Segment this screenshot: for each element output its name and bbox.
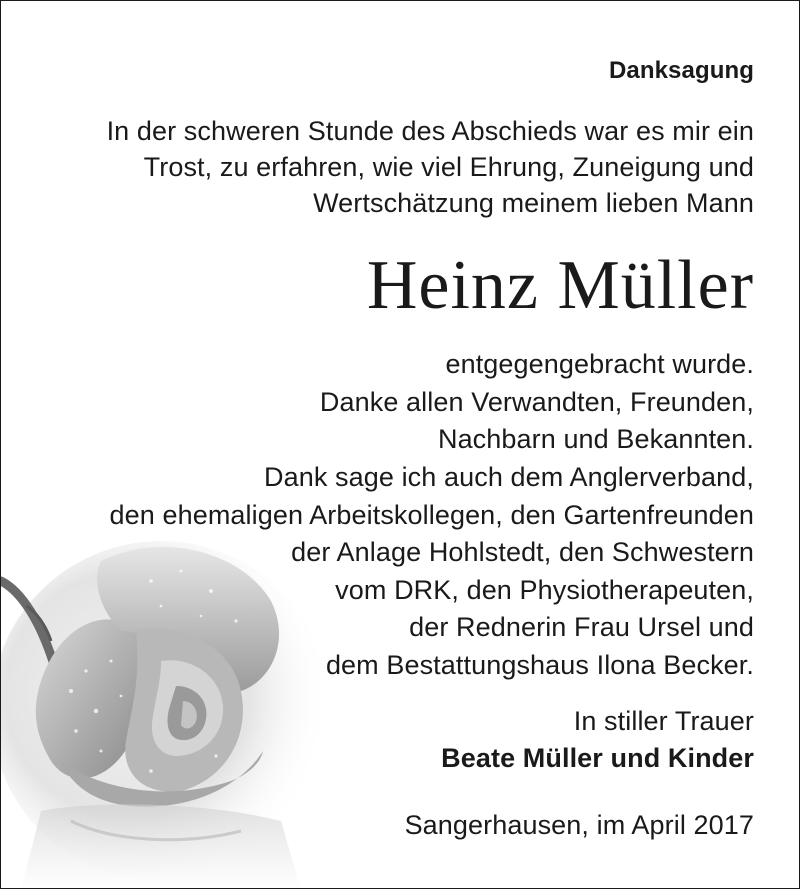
thanks-line: Dank sage ich auch dem Anglerverband, (263, 462, 754, 492)
deceased-name: Heinz Müller (366, 247, 754, 324)
thanks-line: den ehemaligen Arbeitskollegen, den Gartenfreunden (109, 500, 754, 530)
heading: Danksagung (608, 57, 754, 84)
place-date: Sangerhausen, im April 2017 (404, 810, 754, 840)
closing-line: In stiller Trauer (573, 706, 754, 736)
intro-line: In der schweren Stunde des Abschieds war es mir ein (106, 116, 754, 146)
thanks-line: Danke allen Verwandten, Freunden, (319, 387, 754, 417)
thanks-line: Nachbarn und Bekannten. (437, 424, 754, 454)
intro-line: Trost, zu erfahren, wie viel Ehrung, Zuneigung und (143, 152, 754, 182)
rose-image (1, 511, 331, 889)
thanks-line: dem Bestattungshaus Ilona Becker. (325, 650, 754, 680)
thanks-line: entgegengebracht wurde. (445, 349, 754, 379)
intro-line: Wertschätzung meinem lieben Mann (313, 188, 754, 218)
thanks-line: der Anlage Hohlstedt, den Schwestern (291, 537, 754, 567)
thanks-line: der Rednerin Frau Ursel und (409, 612, 754, 642)
signature: Beate Müller und Kinder (441, 743, 754, 773)
thanks-line: vom DRK, den Physiotherapeuten, (335, 575, 754, 605)
